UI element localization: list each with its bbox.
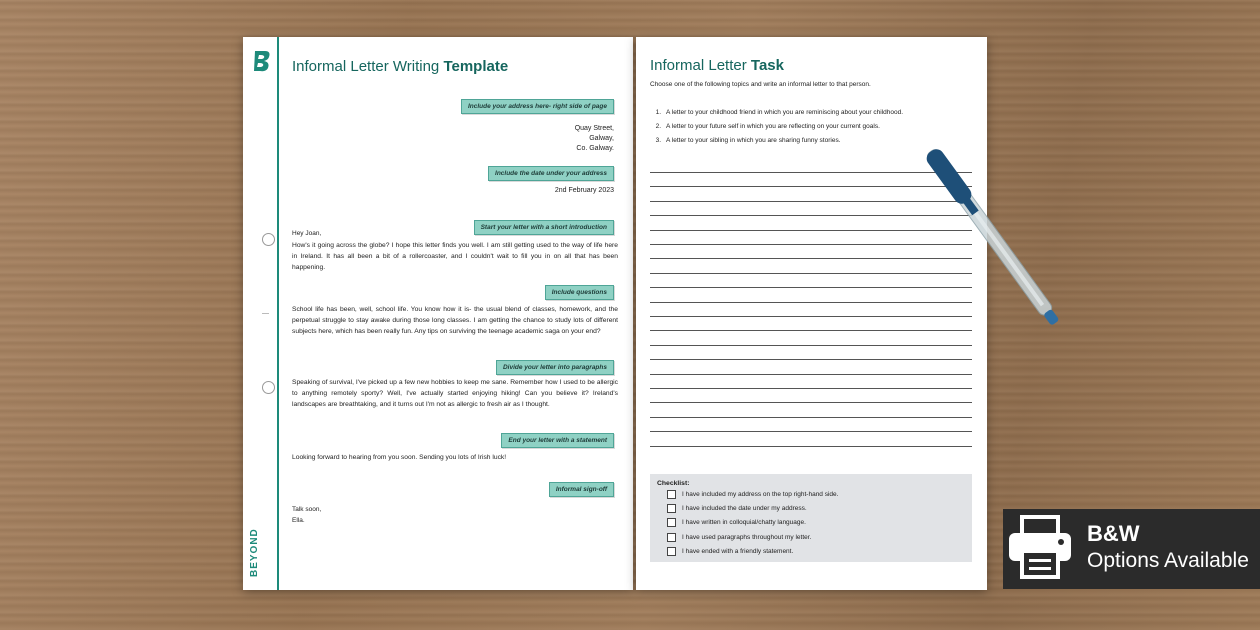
writing-line[interactable] [650, 258, 972, 259]
tag-paragraphs: Divide your letter into paragraphs [496, 360, 614, 375]
writing-line[interactable] [650, 359, 972, 360]
checkbox[interactable] [667, 547, 676, 556]
writing-line[interactable] [650, 287, 972, 288]
tag-address: Include your address here- right side of page [461, 99, 614, 114]
paragraph-intro: How's it going across the globe? I hope this letter finds you well. I am still getting used to the way of life here in Ireland. It has all been a bit of a rollercoaster, and I couldn't wait to fill you in on all that has been happening. [292, 242, 618, 271]
tag-questions: Include questions [545, 285, 614, 300]
fold-mark [262, 313, 269, 314]
beyond-logo-icon [252, 50, 272, 72]
writing-line[interactable] [650, 330, 972, 331]
badge-subtitle: Options Available [1087, 549, 1249, 572]
writing-line[interactable] [650, 388, 972, 389]
topic-item: 2. A letter to your future self in which you are reflecting on your current goals. [655, 123, 880, 130]
writing-line[interactable] [650, 431, 972, 432]
checklist-heading: Checklist: [657, 480, 690, 487]
checklist-item[interactable]: I have included my address on the top right-hand side. [667, 490, 838, 499]
writing-line[interactable] [650, 417, 972, 418]
writing-line[interactable] [650, 316, 972, 317]
writing-line[interactable] [650, 230, 972, 231]
checklist-item[interactable]: I have used paragraphs throughout my letter. [667, 533, 811, 542]
bw-options-badge [1003, 509, 1260, 589]
checklist-item[interactable]: I have included the date under my address. [667, 504, 807, 513]
paragraph-questions: School life has been, well, school life. You know how it is- the usual blend of classes, homework, and the perpetual struggle to stay awake during those long classes. I am getting the chance to study lots of different subjects here, which has been really fun. Any tips on surviving the teenage academic saga on your end? [292, 306, 618, 335]
brand-name: BEYOND [249, 528, 260, 577]
writing-line[interactable] [650, 302, 972, 303]
task-title: Informal Letter Task [650, 57, 784, 74]
checklist-item[interactable]: I have written in colloquial/chatty language. [667, 518, 806, 527]
page-title: Informal Letter Writing Template [292, 58, 509, 75]
tag-signoff: Informal sign-off [549, 482, 614, 497]
writing-line[interactable] [650, 345, 972, 346]
writing-line[interactable] [650, 186, 972, 187]
writing-line[interactable] [650, 374, 972, 375]
checklist-item[interactable]: I have ended with a friendly statement. [667, 547, 793, 556]
paragraph-body: Speaking of survival, I've picked up a few new hobbies to keep me sane. Remember how I used to be allergic to anything remotely sporty? Well, I've actually started enjoying hiking! Can you believe it? Ireland's landscapes are breathtaking, and it turns out I'm not as allergic to fresh air as I thought. [292, 379, 618, 408]
printer-icon [1005, 511, 1075, 583]
tag-intro: Start your letter with a short introduction [474, 220, 614, 235]
signature: Ella. [292, 517, 305, 524]
checklist [650, 474, 972, 562]
tag-date: Include the date under your address [488, 166, 614, 181]
writing-line[interactable] [650, 201, 972, 202]
checkbox[interactable] [667, 533, 676, 542]
writing-line[interactable] [650, 273, 972, 274]
writing-line[interactable] [650, 172, 972, 173]
greeting: Hey Joan, [292, 230, 322, 237]
topic-item: 3. A letter to your sibling in which you are sharing funny stories. [655, 137, 841, 144]
task-page [636, 37, 987, 590]
checkbox[interactable] [667, 518, 676, 527]
checkbox[interactable] [667, 504, 676, 513]
punch-hole [262, 381, 275, 394]
signoff-line: Talk soon, [292, 506, 322, 513]
punch-hole [262, 233, 275, 246]
sender-address: Quay Street, Galway, Co. Galway. [574, 125, 614, 152]
tag-statement: End your letter with a statement [501, 433, 614, 448]
topic-item: 1. A letter to your childhood friend in which you are reminiscing about your childhood. [655, 109, 904, 116]
writing-line[interactable] [650, 244, 972, 245]
margin-line [277, 37, 279, 590]
topic-list [650, 109, 903, 151]
template-page [243, 37, 633, 590]
badge-title: B&W [1087, 521, 1140, 546]
writing-line[interactable] [650, 446, 972, 447]
paragraph-closing: Looking forward to hearing from you soon. Sending you lots of Irish luck! [292, 454, 507, 461]
writing-line[interactable] [650, 215, 972, 216]
checkbox[interactable] [667, 490, 676, 499]
letter-date: 2nd February 2023 [554, 187, 614, 194]
writing-line[interactable] [650, 402, 972, 403]
task-instruction: Choose one of the following topics and write an informal letter to that person. [650, 81, 871, 88]
